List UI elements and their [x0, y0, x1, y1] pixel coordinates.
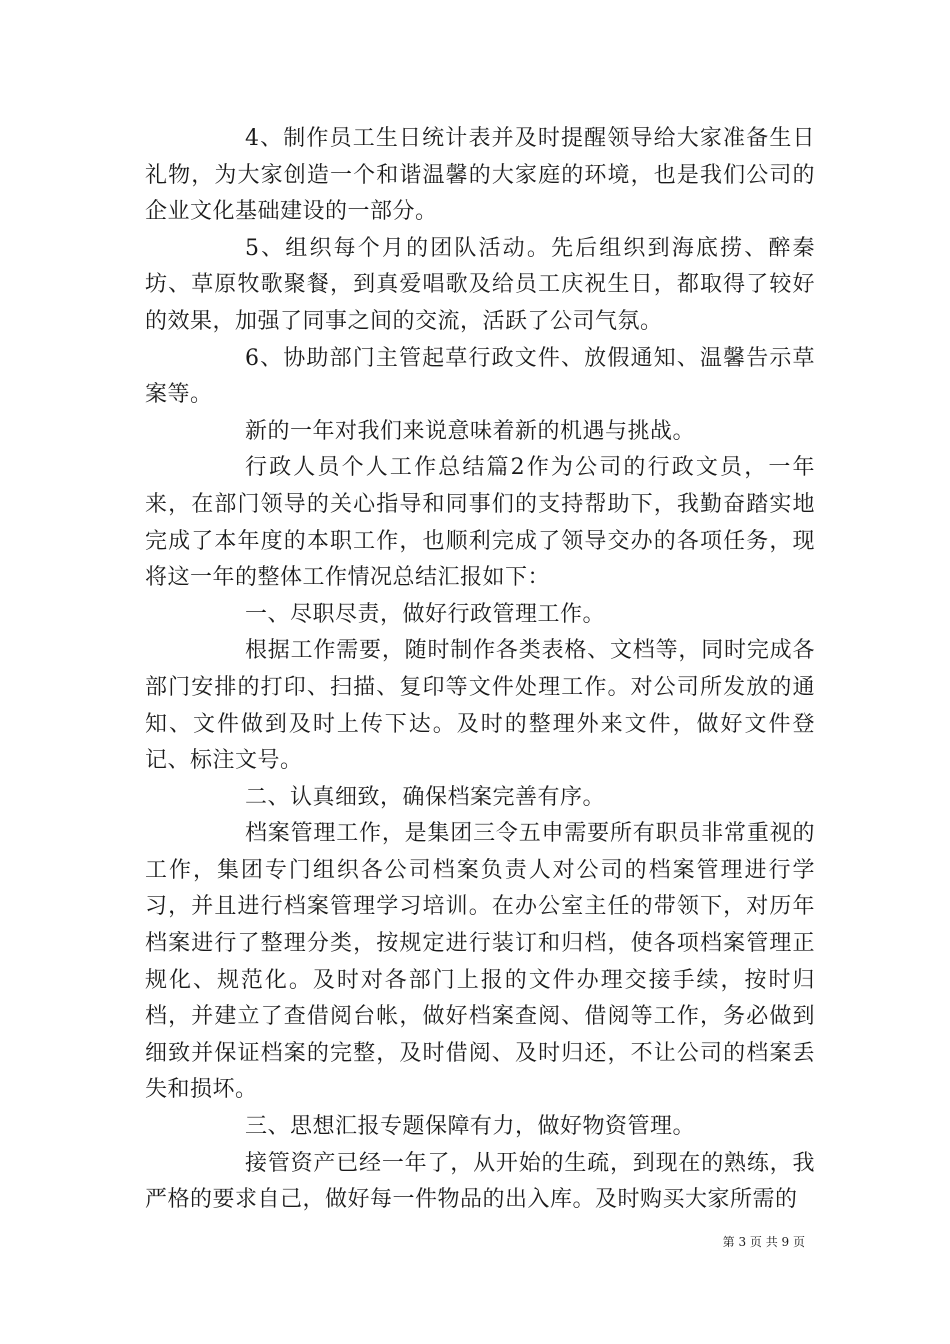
paragraph-admin-work: 根据工作需要，随时制作各类表格、文档等，同时完成各部门安排的打印、扫描、复印等文件处理工作。对公司所发放的通知、文件做到及时上传下达。及时的整理外来文件，做好文件登记、标注文号。: [145, 638, 815, 774]
paragraph-item-5: 5、组织每个月的团队活动。先后组织到海底捞、醉秦坊、草原牧歌聚餐，到真爱唱歌及给员工庆祝生日，都取得了较好的效果，加强了同事之间的交流，活跃了公司气氛。: [145, 235, 815, 334]
section-heading-1: 一、尽职尽责，做好行政管理工作。: [245, 601, 606, 627]
paragraph-item-6: 6、协助部门主管起草行政文件、放假通知、温馨告示草案等。: [145, 345, 815, 408]
section-heading-2: 二、认真细致，确保档案完善有序。: [245, 784, 606, 810]
paragraph-archive-work: 档案管理工作，是集团三令五申需要所有职员非常重视的工作，集团专门组织各公司档案负责人对公司的档案管理进行学习，并且进行档案管理学习培训。在办公室主任的带领下，对历年档案进行了整理分类，按规定进行装订和归档，使各项档案管理正规化、规范化。及时对各部门上报的文件办理交接手续，按时归档，并建立了查借阅台帐，做好档案查阅、借阅等工作，务必做到细致并保证档案的完整，及时借阅、及时归还，不让公司的档案丢失和损坏。: [145, 821, 815, 1103]
paragraph-item-4: 4、制作员工生日统计表并及时提醒领导给大家准备生日礼物，为大家创造一个和谐温馨的大家庭的环境，也是我们公司的企业文化基础建设的一部分。: [145, 126, 815, 225]
paragraph-asset-management: 接管资产已经一年了，从开始的生疏，到现在的熟练，我严格的要求自己，做好每一件物品的出入库。及时购买大家所需的: [145, 1150, 815, 1213]
section-heading-3: 三、思想汇报专题保障有力，做好物资管理。: [245, 1114, 696, 1140]
paragraph-new-year: 新的一年对我们来说意味着新的机遇与挑战。: [245, 418, 696, 444]
document-body: [145, 121, 815, 1219]
paragraph-summary-intro: 行政人员个人工作总结篇2作为公司的行政文员，一年来，在部门领导的关心指导和同事们的支持帮助下，我勤奋踏实地完成了本年度的本职工作，也顺利完成了领导交办的各项任务，现将这一年的整体工作情况总结汇报如下：: [145, 455, 815, 591]
page-number-footer: 第 3 页 共 9 页: [722, 1235, 805, 1249]
